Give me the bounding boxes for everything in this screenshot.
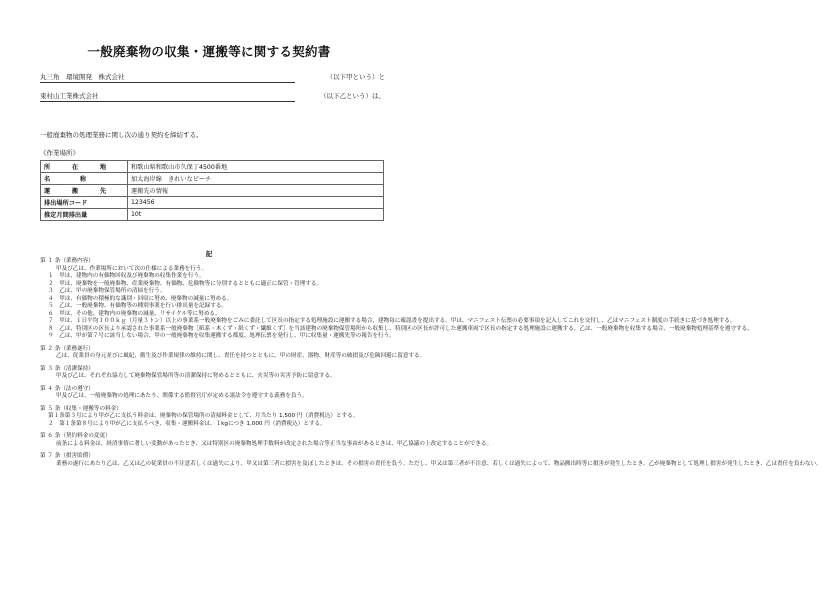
article-line: 乙は、従業員の身元並びに風紀、衛生及び作業規律の維持に関し、責任を持つとともに、甲の財産、器物、財産等の破損及び危険回避に留意する。 — [56, 353, 426, 359]
info-label-part: 所 — [44, 164, 51, 171]
info-label — [41, 173, 128, 185]
info-value: 運搬先の情報 — [128, 185, 384, 197]
article — [40, 453, 822, 468]
info-value: 123456 — [128, 197, 384, 209]
article-line: 前条による料金は、経済事情に著しい変動があったとき、又は特別区の廃棄物処理手数料が改定された場合等正当な事由があるときは、甲乙協議の上改定することができる。 — [56, 440, 493, 447]
info-label-part: 地 — [99, 164, 106, 171]
article-line: 業務の遂行にあたり乙は、乙又は乙の従業員の不注意若しくは過失により、甲又は第三者に損害を及ぼしたときは、その損害の責任を負う。ただし、甲又は第三者が不注意、若しくは過失によって、物品搬出時等に損害が発生したとき、乙が廃棄物として処理し損害が発生したとき、乙は責任を負わない。 — [56, 460, 822, 467]
article-line: ２ 甲は、廃棄物を一般廃棄物、産業廃棄物、有価物、危険物等に分別するとともに適正に保管・管理する。 — [48, 280, 323, 287]
article-heading: 第 ４ 条（法の遵守） — [40, 385, 94, 392]
info-row — [41, 161, 384, 173]
article — [40, 345, 426, 361]
article-line: 甲及び乙は、それぞれ協力して廃棄物保管場所等の清潔保持に努めるとともに、火災等の災害予防に留意する。 — [56, 373, 336, 379]
article-line: １ 甲は、建物内の有価物回収及び廃棄物の収集作業を行う。 — [48, 273, 205, 279]
article-line: ７ 甲は、１日平均１００ｋｇ（月量３トン）以上の事業系一般廃棄物をごみに委託して区長の指定する処理施設に運搬する場合、建物毎に確認書を提出する。甲は、マニフェスト伝票の必要事項を記入してこれを交付し、乙はマニフェスト制度の手続きに基づき処理する。 — [48, 318, 736, 324]
info-value: 和歌山県和歌山市久保丁4500番地 — [128, 161, 384, 173]
article — [40, 433, 493, 448]
party-b-name: 東村山工業株式会社 — [40, 92, 99, 100]
article-heading: 第 ５ 条（収集・運搬等の料金） — [40, 405, 122, 412]
info-label — [41, 197, 128, 209]
info-label-part: 排出場所コード — [44, 200, 88, 207]
article — [40, 366, 390, 381]
article-heading: 第 ２ 条（業務遂行） — [40, 345, 94, 352]
article-line: ８ 乙は、特別区の区長より承認された事業系一般廃棄物［紙系・木くず・紙くず・繊維くず］を当該建物の廃棄物保管場所から収集し、特別区の区長が許可した運搬車両で区長の指定する処理施設に運搬する。乙は、一般廃棄物を収集する場合、一般廃棄物処理基準を遵守する。 — [48, 325, 753, 332]
party-b-underline — [40, 101, 295, 102]
article-heading: 第 １ 条（業務内容） — [40, 258, 94, 264]
work-place-table — [40, 160, 384, 221]
party-b-role: （以下乙という）は、 — [320, 92, 385, 100]
article-line: ３ 乙は、甲の廃棄物保管場所の清掃を行う。 — [48, 288, 166, 294]
ki-heading: 記 — [205, 250, 213, 258]
info-label-part: 搬 — [71, 188, 79, 195]
article-heading: 第 ６ 条（契約料金の変更） — [40, 433, 111, 439]
article-line: ９ 乙は、甲が第７号に該当しない場合、甲の一般廃棄物を収集運搬する都度、処理伝票を発行し、甲に収集量・運搬先等の報告を行う。 — [48, 333, 395, 339]
info-label — [41, 209, 128, 221]
party-a-underline — [40, 82, 295, 83]
info-label-part: 称 — [79, 176, 86, 183]
info-row — [41, 197, 384, 209]
article-line: 甲及び乙は、作業場所において次の仕様による業務を行う。 — [56, 265, 208, 272]
info-label-part: 先 — [99, 188, 106, 195]
article — [40, 406, 390, 429]
info-label — [41, 185, 128, 197]
article — [40, 386, 390, 401]
article — [40, 258, 753, 341]
article-line: ５ 乙は、一般廃棄物、有価物等の種別事業を行い排出量を記録する。 — [48, 303, 228, 309]
article-line: ６ 甲は、その他、建物内の廃棄物の減量、リサイクル等に努める。 — [48, 310, 221, 317]
info-label-part: 運 — [44, 188, 51, 195]
party-a-role: （以下甲という）と — [326, 73, 385, 81]
work-place-heading: 《作業場所》 — [40, 149, 79, 157]
info-value: 10t — [128, 209, 384, 221]
articles-body — [40, 258, 822, 468]
article-line: 第１条第３号により甲が乙に支払う料金は、廃棄物の保管場所の清掃料金として、月当たり 1,500 円（消費税込）とする。 — [48, 413, 359, 419]
article-heading: 第 ３ 条（清潔保持） — [40, 365, 94, 372]
info-row — [41, 173, 384, 185]
info-label — [41, 161, 128, 173]
info-label-part: 名 — [44, 176, 51, 183]
info-value: 加太海岸線 きれいなビーチ — [128, 173, 384, 185]
info-row — [41, 185, 384, 197]
article-line: ２ 第１条第８号により甲が乙に支払うべき、収集・運搬料金は、１kgにつき 1,000 円（消費税込）とする。 — [48, 420, 326, 427]
article-line: ４ 甲は、有価物の積極的な識別・回収に努め、廃棄物の減量に努める。 — [48, 295, 233, 302]
article-heading: 第 ７ 条（損害賠償） — [40, 453, 94, 459]
intro-text: 一般廃棄物の処理業務に関し次の通り契約を締結する。 — [40, 131, 203, 139]
document-title: 一般廃棄物の収集・運搬等に関する契約書 — [87, 44, 331, 59]
info-label-part: 在 — [71, 164, 79, 171]
info-label-part: 推定月間排出量 — [44, 212, 88, 219]
article-line: 甲及び乙は、一般廃棄物の処理にあたり、関係する監督官庁が定める諸法令を遵守する義務を負う。 — [56, 393, 308, 399]
info-row — [41, 209, 384, 221]
party-a-name: 丸三角 環境開発 株式会社 — [40, 73, 125, 81]
